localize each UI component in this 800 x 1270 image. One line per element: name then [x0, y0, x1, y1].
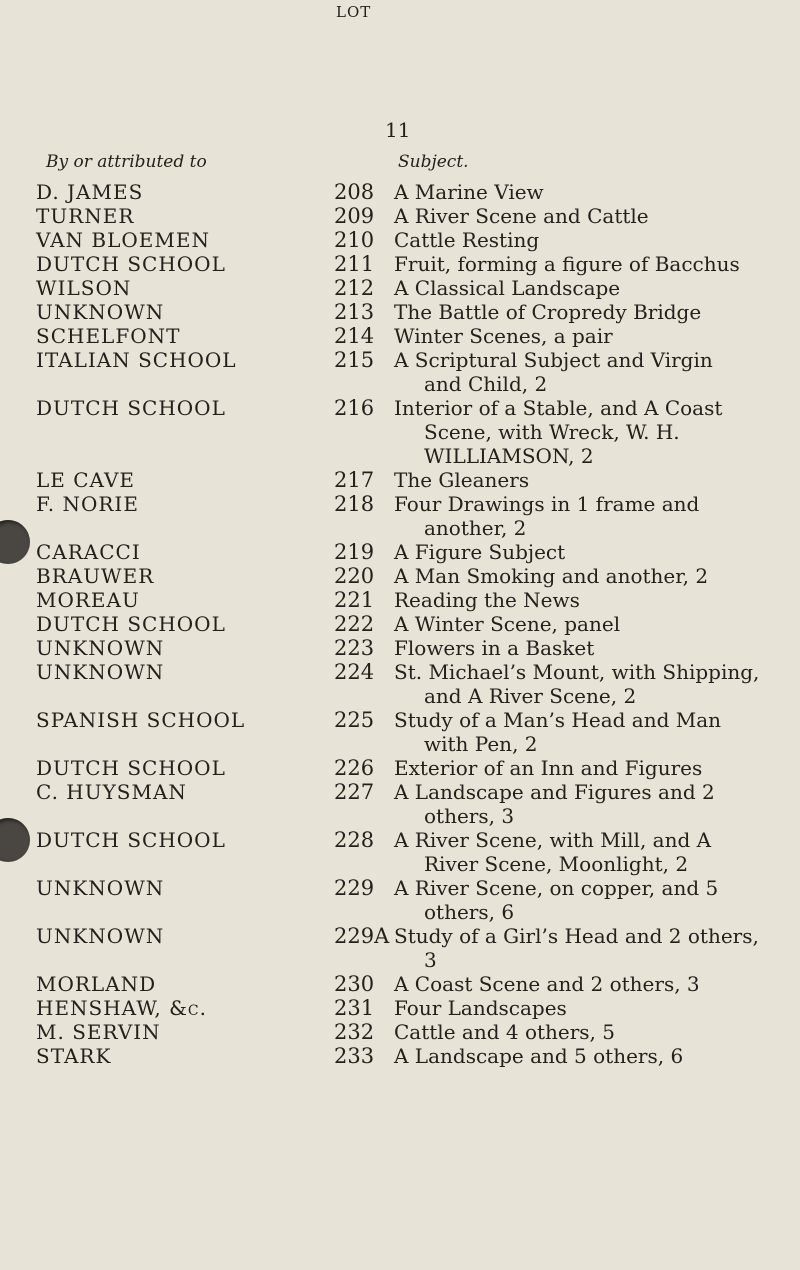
catalogue-entry	[0, 1044, 800, 1068]
entry-subject	[394, 588, 784, 612]
catalogue-entry	[0, 540, 800, 564]
entry-subject-line: Fruit, forming a figure of Bacchus	[394, 252, 740, 276]
catalogue-entries	[0, 180, 800, 1068]
entry-subject	[394, 780, 784, 828]
catalogue-entry	[0, 756, 800, 780]
entry-subject-line: and A River Scene, 2	[424, 684, 637, 708]
entry-lot-number: 229	[334, 876, 375, 900]
entry-artist: DUTCH SCHOOL	[36, 612, 226, 636]
entry-subject-line: Four Landscapes	[394, 996, 567, 1020]
entry-artist: D. JAMES	[36, 180, 144, 204]
entry-subject	[394, 468, 784, 492]
entry-lot-number: 231	[334, 996, 375, 1020]
entry-artist: UNKNOWN	[36, 300, 165, 324]
page-number: 11	[385, 118, 411, 142]
catalogue-entry	[0, 324, 800, 348]
catalogue-entry	[0, 276, 800, 300]
entry-artist: CARACCI	[36, 540, 141, 564]
entry-subject	[394, 564, 784, 588]
entry-subject	[394, 492, 784, 540]
entry-subject-line: A Landscape and Figures and 2	[394, 780, 715, 804]
entry-lot-number: 216	[334, 396, 375, 420]
catalogue-entry	[0, 252, 800, 276]
entry-artist: VAN BLOEMEN	[36, 228, 210, 252]
entry-subject-line: Exterior of an Inn and Figures	[394, 756, 703, 780]
catalogue-entry	[0, 612, 800, 636]
entry-artist: MOREAU	[36, 588, 140, 612]
entry-lot-number: 227	[334, 780, 375, 804]
entry-subject-line: others, 3	[424, 804, 515, 828]
entry-artist: DUTCH SCHOOL	[36, 252, 226, 276]
entry-lot-number: 217	[334, 468, 375, 492]
entry-lot-number: 222	[334, 612, 375, 636]
catalogue-entry	[0, 660, 800, 708]
catalogue-entry	[0, 876, 800, 924]
entry-artist: UNKNOWN	[36, 924, 165, 948]
catalogue-entry	[0, 1020, 800, 1044]
catalogue-entry	[0, 228, 800, 252]
entry-artist: DUTCH SCHOOL	[36, 396, 226, 420]
entry-artist: DUTCH SCHOOL	[36, 828, 226, 852]
catalogue-entry	[0, 564, 800, 588]
entry-lot-number: 209	[334, 204, 375, 228]
entry-lot-number: 224	[334, 660, 375, 684]
entry-lot-number: 215	[334, 348, 375, 372]
entry-lot-number: 228	[334, 828, 375, 852]
subject-column-header: Subject.	[398, 152, 469, 172]
catalogue-entry	[0, 468, 800, 492]
entry-subject-line: Reading the News	[394, 588, 580, 612]
entry-artist: C. HUYSMAN	[36, 780, 187, 804]
entry-subject	[394, 924, 784, 972]
catalogue-entry	[0, 924, 800, 972]
entry-artist: UNKNOWN	[36, 660, 165, 684]
entry-lot-number: 219	[334, 540, 375, 564]
entry-subject-line: A Classical Landscape	[394, 276, 621, 300]
entry-artist: UNKNOWN	[36, 876, 165, 900]
entry-subject-line: Study of a Man’s Head and Man	[394, 708, 722, 732]
entry-lot-number: 213	[334, 300, 375, 324]
entry-subject-line: River Scene, Moonlight, 2	[424, 852, 689, 876]
entry-lot-number: 220	[334, 564, 375, 588]
entry-subject-line: A River Scene, on copper, and 5	[394, 876, 719, 900]
entry-subject	[394, 1044, 784, 1068]
entry-subject	[394, 636, 784, 660]
entry-subject	[394, 540, 784, 564]
catalogue-entry	[0, 828, 800, 876]
entry-subject-line: another, 2	[424, 516, 527, 540]
entry-lot-number: 230	[334, 972, 375, 996]
entry-subject-line: The Gleaners	[394, 468, 530, 492]
entry-subject-line: A Scriptural Subject and Virgin	[394, 348, 713, 372]
entry-artist: M. SERVIN	[36, 1020, 161, 1044]
entry-lot-number: 232	[334, 1020, 375, 1044]
catalogue-entry	[0, 996, 800, 1020]
entry-subject-line: WILLIAMSON, 2	[424, 444, 594, 468]
catalogue-entry	[0, 180, 800, 204]
entry-subject	[394, 180, 784, 204]
entry-subject-line: A River Scene, with Mill, and A	[394, 828, 712, 852]
entry-lot-number: 211	[334, 252, 375, 276]
catalogue-entry	[0, 492, 800, 540]
entry-lot-number: 208	[334, 180, 375, 204]
catalogue-entry	[0, 348, 800, 396]
entry-artist: DUTCH SCHOOL	[36, 756, 226, 780]
entry-subject	[394, 756, 784, 780]
catalogue-entry	[0, 636, 800, 660]
entry-subject-line: Scene, with Wreck, W. H.	[424, 420, 680, 444]
entry-subject-line: A Winter Scene, panel	[394, 612, 621, 636]
catalogue-entry	[0, 588, 800, 612]
entry-lot-number: 218	[334, 492, 375, 516]
entry-lot-number: 214	[334, 324, 375, 348]
entry-artist: LE CAVE	[36, 468, 136, 492]
entry-subject-line: Interior of a Stable, and A Coast	[394, 396, 723, 420]
catalogue-entry	[0, 708, 800, 756]
entry-subject	[394, 660, 784, 708]
entry-artist: MORLAND	[36, 972, 157, 996]
entry-artist: SPANISH SCHOOL	[36, 708, 246, 732]
entry-subject	[394, 204, 784, 228]
catalogue-entry	[0, 396, 800, 468]
entry-subject-line: A Coast Scene and 2 others, 3	[394, 972, 700, 996]
entry-subject	[394, 996, 784, 1020]
catalogue-entry	[0, 300, 800, 324]
entry-subject-line: Cattle and 4 others, 5	[394, 1020, 615, 1044]
entry-lot-number: 225	[334, 708, 375, 732]
entry-subject-line: and Child, 2	[424, 372, 548, 396]
entry-subject-line: A River Scene and Cattle	[394, 204, 649, 228]
entry-subject	[394, 708, 784, 756]
entry-lot-number: 229A	[334, 924, 390, 948]
entry-subject	[394, 828, 784, 876]
entry-subject	[394, 348, 784, 396]
entry-lot-number: 212	[334, 276, 375, 300]
entry-subject	[394, 276, 784, 300]
entry-subject	[394, 324, 784, 348]
entry-subject-line: Winter Scenes, a pair	[394, 324, 613, 348]
entry-artist: UNKNOWN	[36, 636, 165, 660]
entry-artist: STARK	[36, 1044, 112, 1068]
catalogue-entry	[0, 204, 800, 228]
entry-subject-line: St. Michael’s Mount, with Shipping,	[394, 660, 760, 684]
entry-subject	[394, 876, 784, 924]
entry-subject	[394, 396, 784, 468]
entry-lot-number: 221	[334, 588, 375, 612]
entry-subject-line: 3	[424, 948, 437, 972]
lot-column-header: LOT	[336, 3, 372, 21]
entry-subject	[394, 252, 784, 276]
entry-lot-number: 210	[334, 228, 375, 252]
entry-subject	[394, 228, 784, 252]
entry-subject-line: Cattle Resting	[394, 228, 540, 252]
entry-subject-line: Study of a Girl’s Head and 2 others,	[394, 924, 759, 948]
entry-subject-line: A Landscape and 5 others, 6	[394, 1044, 684, 1068]
catalogue-entry	[0, 972, 800, 996]
entry-artist: SCHELFONT	[36, 324, 181, 348]
entry-artist: HENSHAW, &c.	[36, 996, 207, 1020]
entry-subject-line: with Pen, 2	[424, 732, 538, 756]
entry-artist: BRAUWER	[36, 564, 155, 588]
entry-subject	[394, 300, 784, 324]
entry-subject-line: A Figure Subject	[394, 540, 566, 564]
entry-subject	[394, 1020, 784, 1044]
entry-artist: F. NORIE	[36, 492, 139, 516]
entry-lot-number: 223	[334, 636, 375, 660]
entry-artist: WILSON	[36, 276, 132, 300]
entry-subject-line: A Man Smoking and another, 2	[394, 564, 709, 588]
entry-subject-line: others, 6	[424, 900, 515, 924]
entry-lot-number: 233	[334, 1044, 375, 1068]
entry-subject-line: Four Drawings in 1 frame and	[394, 492, 700, 516]
catalogue-entry	[0, 780, 800, 828]
entry-lot-number: 226	[334, 756, 375, 780]
entry-subject	[394, 612, 784, 636]
entry-subject-line: Flowers in a Basket	[394, 636, 595, 660]
artist-column-header: By or attributed to	[46, 152, 207, 172]
entry-subject	[394, 972, 784, 996]
entry-artist: TURNER	[36, 204, 135, 228]
entry-subject-line: The Battle of Cropredy Bridge	[394, 300, 702, 324]
entry-subject-line: A Marine View	[394, 180, 544, 204]
entry-artist: ITALIAN SCHOOL	[36, 348, 237, 372]
